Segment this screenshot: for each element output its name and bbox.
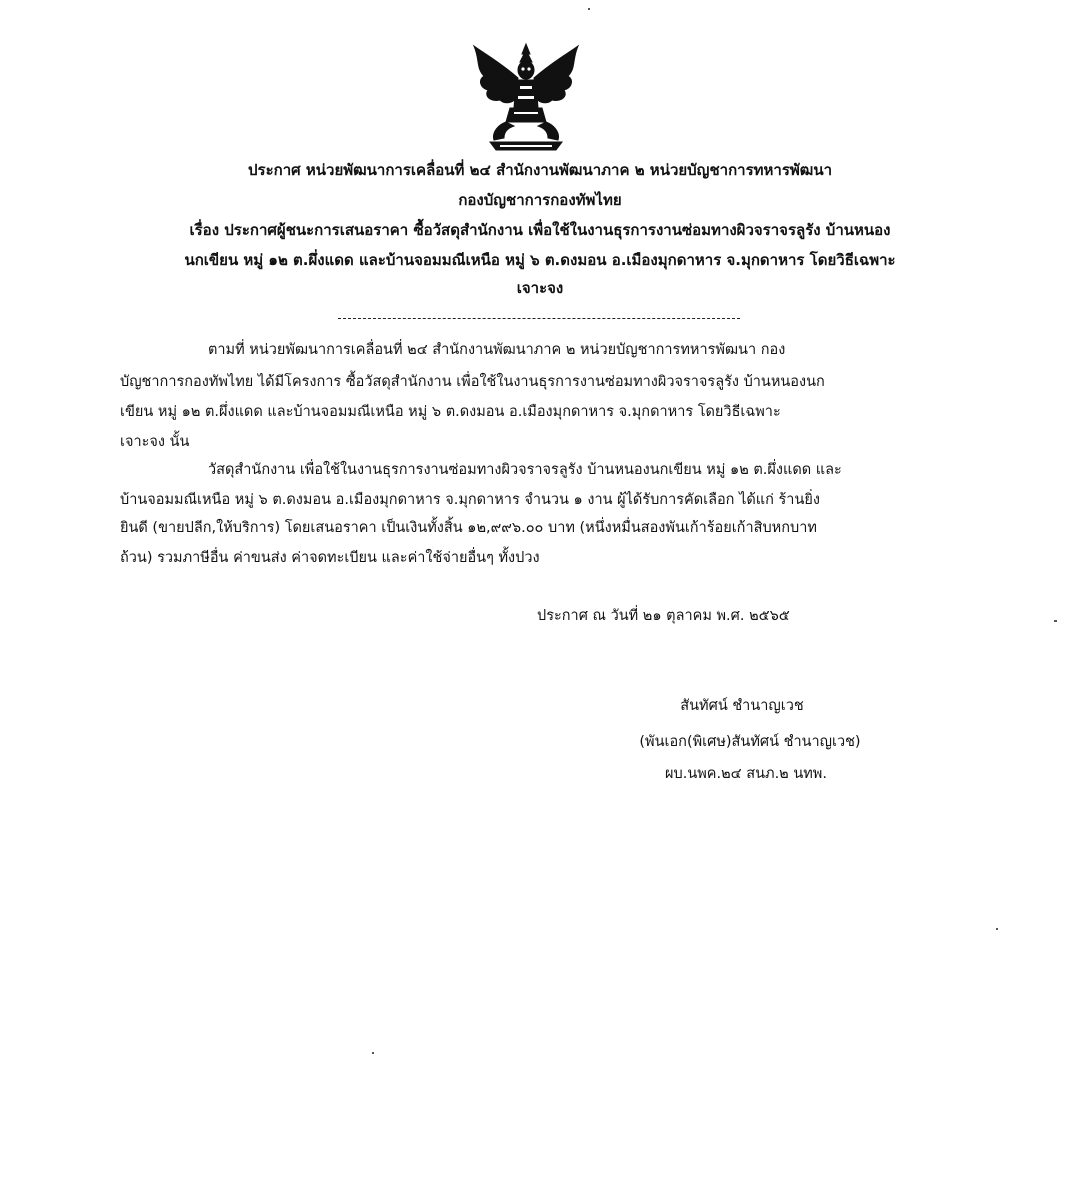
paragraph-2-line-2: บ้านจอมมณีเหนือ หมู่ ๖ ต.ดงมอน อ.เมืองมุกดาหาร จ.มุกดาหาร จำนวน ๑ งาน ผู้ได้รับการคัดเลือก ได้แก่ ร้านยิ่ง — [120, 492, 820, 508]
scan-speck — [1054, 620, 1057, 622]
signatory-name: สันทัศน์ ชำนาญเวช — [680, 698, 804, 714]
paragraph-2-line-3: ยินดี (ขายปลีก,ให้บริการ) โดยเสนอราคา เป็นเงินทั้งสิ้น ๑๒,๙๙๖.๐๐ บาท (หนึ่งหมื่นสองพันเก้าร้อยเก้าสิบหกบาท — [120, 520, 817, 536]
subject-line-1: เรื่อง ประกาศผู้ชนะการเสนอราคา ซื้อวัสดุสำนักงาน เพื่อใช้ในงานธุรการงานซ่อมทางผิวจราจรลูรัง บ้านหนอง — [189, 221, 891, 239]
paragraph-1-line-4: เจาะจง นั้น — [120, 434, 190, 450]
header-line-2: กองบัญชาการกองทัพไทย — [458, 191, 622, 209]
paragraph-1-line-2: บัญชาการกองทัพไทย ได้มีโครงการ ซื้อวัสดุสำนักงาน เพื่อใช้ในงานธุรการงานซ่อมทางผิวจราจรลูรัง บ้านหนองนก — [120, 374, 825, 390]
scan-speck — [996, 928, 998, 930]
paragraph-2-line-4: ถ้วน) รวมภาษีอื่น ค่าขนส่ง ค่าจดทะเบียน และค่าใช้จ่ายอื่นๆ ทั้งปวง — [120, 550, 540, 566]
scan-speck — [372, 1052, 374, 1054]
paragraph-1-line-1: ตามที่ หน่วยพัฒนาการเคลื่อนที่ ๒๔ สำนักงานพัฒนาภาค ๒ หน่วยบัญชาการทหารพัฒนา กอง — [208, 342, 786, 358]
signatory-position: ผบ.นพค.๒๔ สนภ.๒ นทพ. — [665, 766, 827, 782]
paragraph-2-line-1: วัสดุสำนักงาน เพื่อใช้ในงานธุรการงานซ่อมทางผิวจราจรลูรัง บ้านหนองนกเขียน หมู่ ๑๒ ต.ผึ่งแดด และ — [208, 462, 842, 478]
announcement-date: ประกาศ ณ วันที่ ๒๑ ตุลาคม พ.ศ. ๒๕๖๕ — [537, 608, 790, 624]
scan-speck — [588, 8, 590, 10]
signatory-full-rank: (พันเอก(พิเศษ)สันทัศน์ ชำนาญเวช) — [639, 734, 861, 750]
garuda-emblem-icon — [470, 42, 582, 154]
subject-line-3: เจาะจง — [516, 279, 564, 297]
divider-line — [338, 318, 740, 319]
subject-line-2: นกเขียน หมู่ ๑๒ ต.ผึ่งแดด และบ้านจอมมณีเหนือ หมู่ ๖ ต.ดงมอน อ.เมืองมุกดาหาร จ.มุกดาหาร โดยวิธีเฉพาะ — [184, 251, 896, 269]
paragraph-1-line-3: เขียน หมู่ ๑๒ ต.ผึ่งแดด และบ้านจอมมณีเหนือ หมู่ ๖ ต.ดงมอน อ.เมืองมุกดาหาร จ.มุกดาหาร โดยวิธีเฉพาะ — [120, 404, 781, 420]
header-line-1: ประกาศ หน่วยพัฒนาการเคลื่อนที่ ๒๔ สำนักงานพัฒนาภาค ๒ หน่วยบัญชาการทหารพัฒนา — [248, 161, 832, 179]
